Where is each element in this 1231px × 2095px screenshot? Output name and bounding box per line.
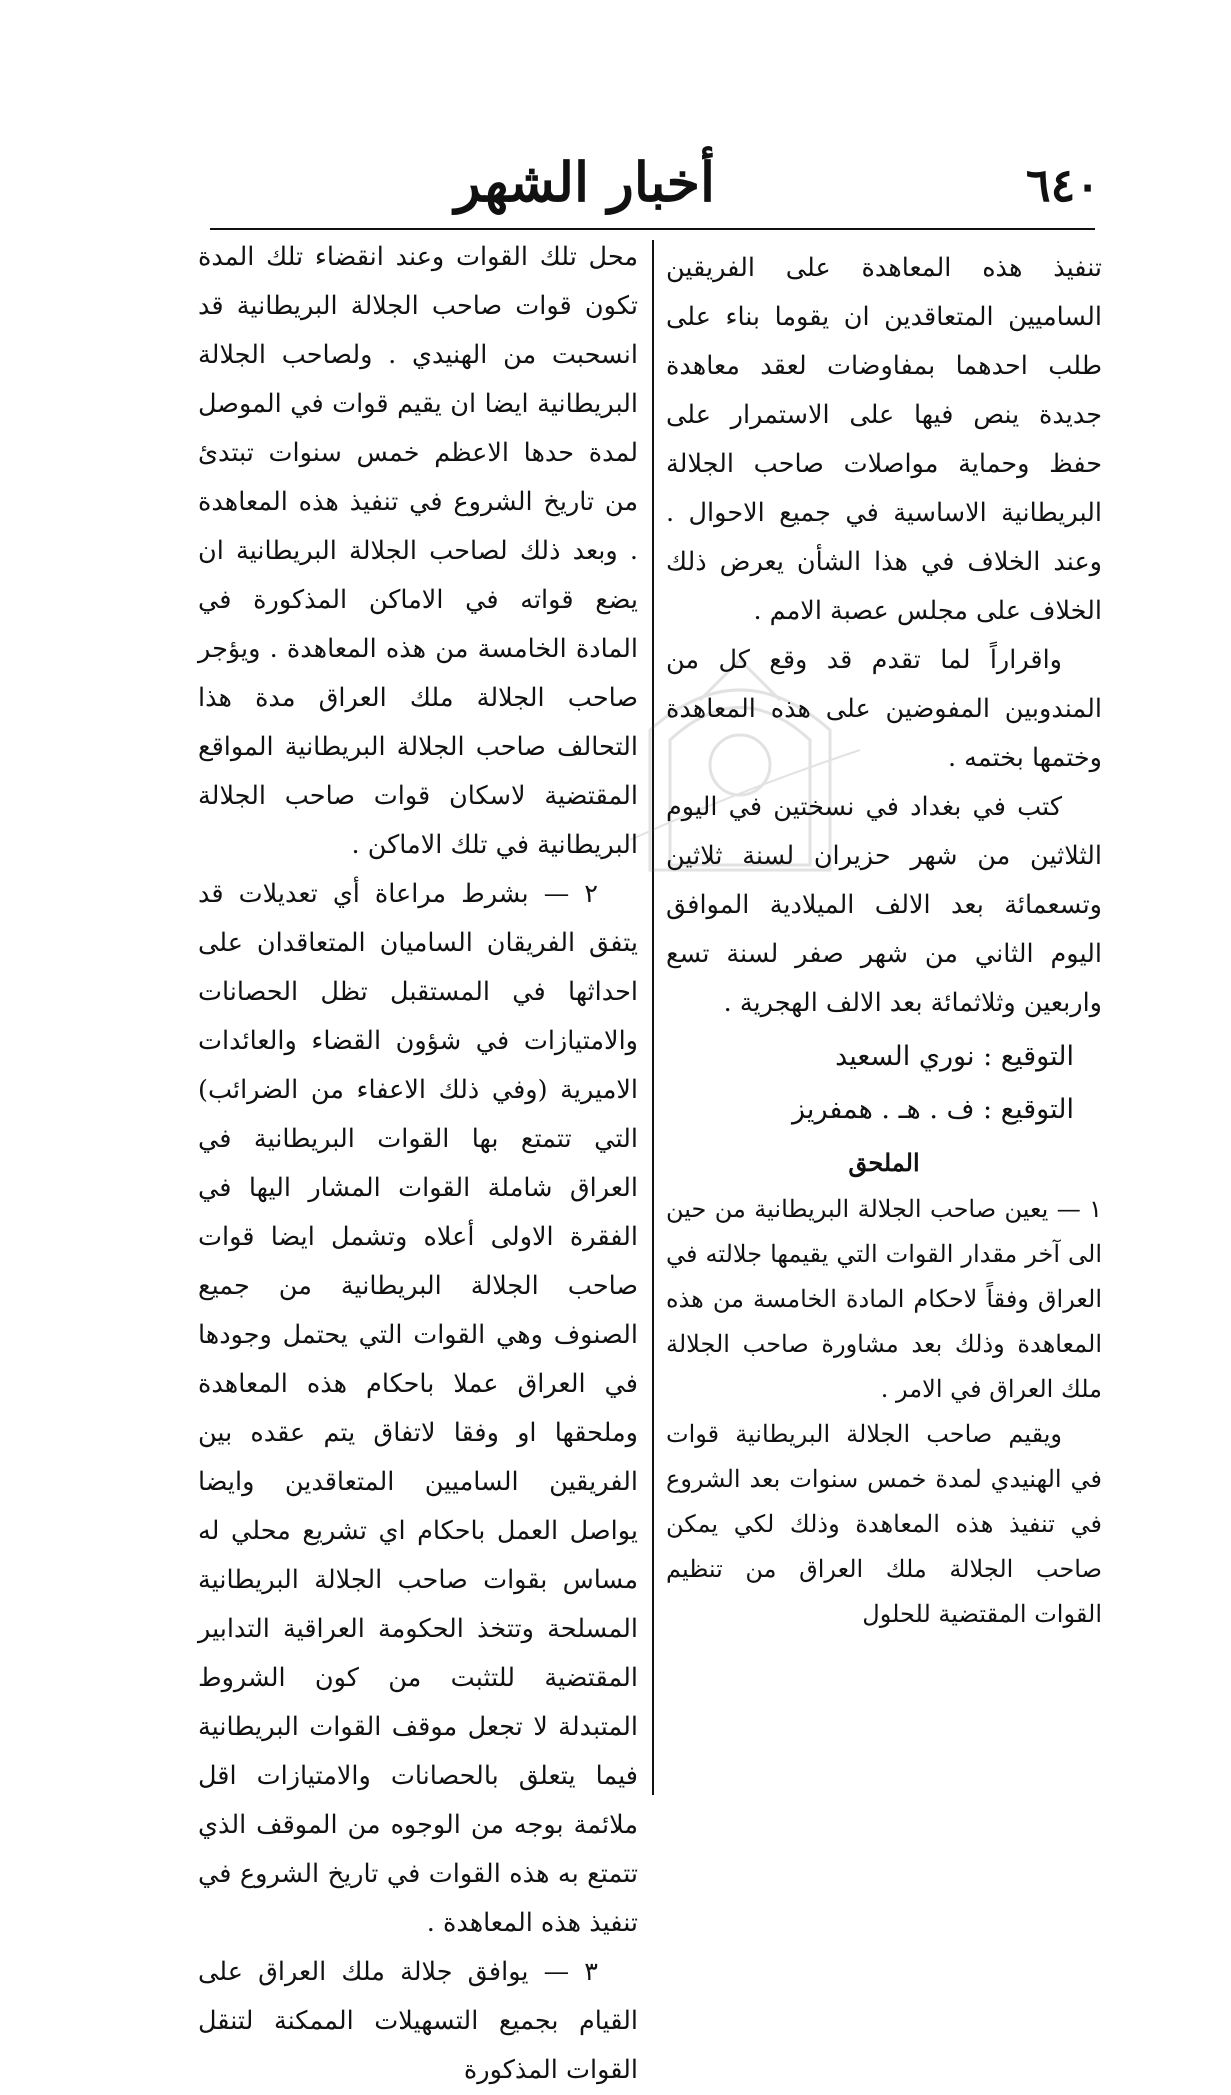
page-title: أخبار الشهر: [454, 150, 715, 214]
annex-paragraph: ويقيم صاحب الجلالة البريطانية قوات في الهنيدي لمدة خمس سنوات بعد الشروع في تنفيذ هذه المعاهدة وذلك لكي يمكن صاحب الجلالة ملك العراق من تنظيم القوات المقتضية للحلول: [666, 1420, 1102, 1628]
annex-heading: الملحق: [848, 1148, 920, 1177]
treaty-paragraph: تنفيذ هذه المعاهدة على الفريقين الساميين المتعاقدين ان يقوما بناء على طلب احدهما بمفاوضات لعقد معاهدة جديدة ينص فيها على الاستمرار على حفظ وحماية مواصلات صاحب الجلالة البريطانية الاساسية في جميع الاحوال . وعند الخلاف في هذا الشأن يعرض ذلك الخلاف على مجلس عصبة الامم .: [666, 253, 1102, 626]
right-column: [666, 244, 1102, 1637]
signature-line: التوقيع : نوري السعيد: [835, 1041, 1074, 1072]
column-divider: [652, 240, 654, 1795]
header-rule: [210, 228, 1095, 230]
annex-paragraph: ٣ — يوافق جلالة ملك العراق على القيام بجميع التسهيلات الممكنة لتنقل القوات المذكورة: [198, 1957, 638, 2085]
annex-paragraph: ٢ — بشرط مراعاة أي تعديلات قد يتفق الفريقان الساميان المتعاقدان على احداثها في المستقبل تظل الحصانات والامتيازات في شؤون القضاء والعائدات الاميرية (وفي ذلك الاعفاء من الضرائب) التي تتمتع بها القوات البريطانية في العراق شاملة القوات المشار اليها في الفقرة الاولى أعلاه وتشمل ايضا قوات صاحب الجلالة البريطانية من جميع الصنوف وهي القوات التي يحتمل وجودها في العراق عملا باحكام هذه المعاهدة وملحقها او وفقا لاتفاق يتم عقده بين الفريقين الساميين المتعاقدين وايضا يواصل العمل باحكام اي تشريع محلي له مساس بقوات صاحب الجلالة البريطانية المسلحة وتتخذ الحكومة العراقية التدابير المقتضية للتثبت من كون الشروط المتبدلة لا تجعل موقف القوات البريطانية فيما يتعلق بالحصانات والامتيازات اقل ملائمة بوجه من الوجوه من الموقف الذي تتمتع به هذه القوات في تاريخ الشروع في تنفيذ هذه المعاهدة .: [198, 879, 638, 1938]
left-column: [198, 233, 638, 2095]
annex-paragraph: ١ — يعين صاحب الجلالة البريطانية من حين الى آخر مقدار القوات التي يقيمها جلالته في العراق وفقاً لاحكام المادة الخامسة من هذه المعاهدة وذلك بعد مشاورة صاحب الجلالة ملك العراق في الامر .: [666, 1195, 1102, 1403]
signature-line: التوقيع : ف . هـ . همفريز: [792, 1094, 1074, 1125]
page-number: ٦٤٠: [1025, 158, 1100, 212]
treaty-paragraph: واقراراً لما تقدم قد وقع كل من المندوبين المفوضين على هذه المعاهدة وختمها بختمه .: [666, 645, 1102, 773]
page-header: [200, 150, 1100, 220]
treaty-paragraph: كتب في بغداد في نسختين في اليوم الثلاثين من شهر حزيران لسنة ثلاثين وتسعمائة بعد الالف الميلادية الموافق اليوم الثاني من شهر صفر لسنة تسع واربعين وثلاثمائة بعد الالف الهجرية .: [666, 792, 1102, 1018]
annex-paragraph: محل تلك القوات وعند انقضاء تلك المدة تكون قوات صاحب الجلالة البريطانية قد انسحبت من الهنيدي . ولصاحب الجلالة البريطانية ايضا ان يقيم قوات في الموصل لمدة حدها الاعظم خمس سنوات تبتدئ من تاريخ الشروع في تنفيذ هذه المعاهدة . وبعد ذلك لصاحب الجلالة البريطانية ان يضع قواته في الاماكن المذكورة في المادة الخامسة من هذه المعاهدة . ويؤجر صاحب الجلالة ملك العراق مدة هذا التحالف صاحب الجلالة البريطانية المواقع المقتضية لاسكان قوات صاحب الجلالة البريطانية في تلك الاماكن .: [198, 242, 638, 860]
